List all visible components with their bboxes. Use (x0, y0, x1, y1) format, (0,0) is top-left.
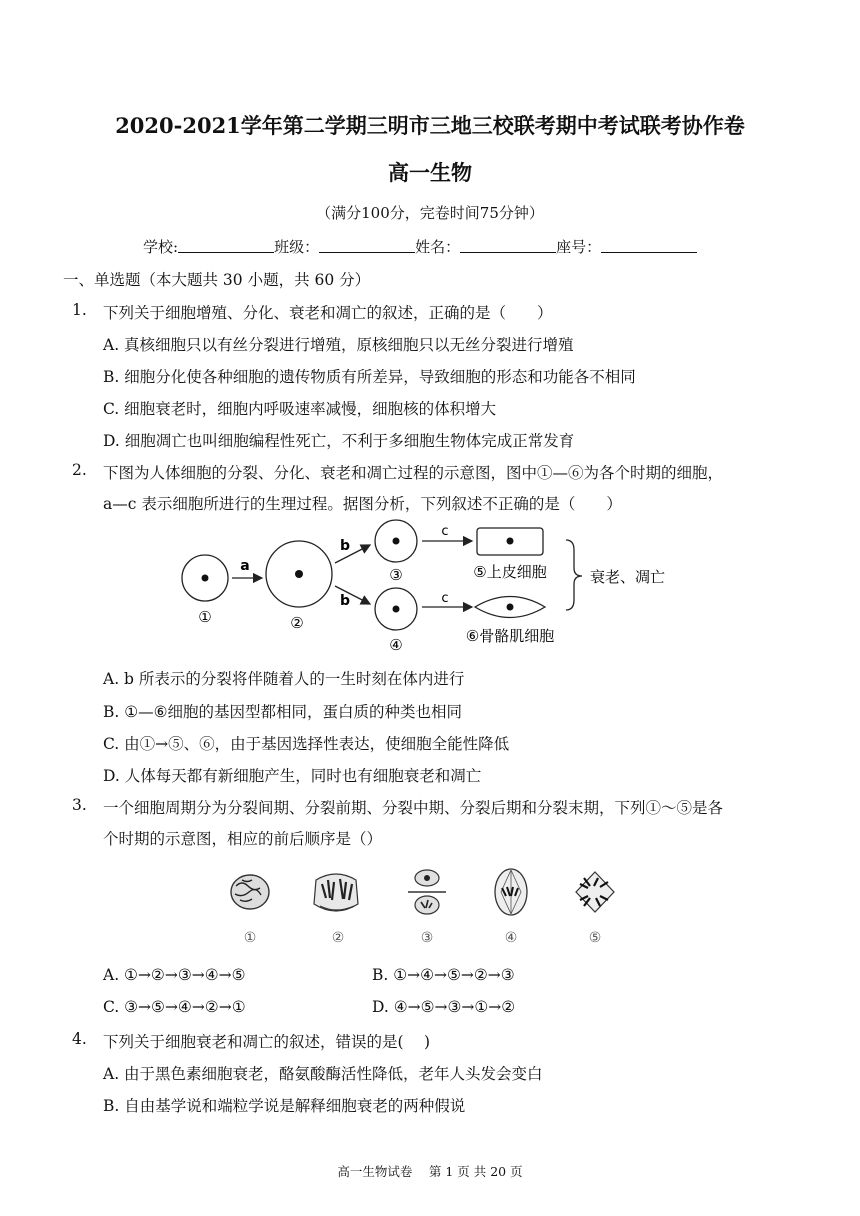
q1-option-d[interactable]: D. 细胞凋亡也叫细胞编程性死亡，不利于多细胞生物体完成正常发育 (103, 432, 575, 450)
q3-option-c[interactable]: C. ③→⑤→④→②→① (103, 998, 246, 1016)
cell-2-nucleus (295, 570, 303, 578)
cell-cycle-figure (222, 866, 622, 952)
q4-option-b[interactable]: B. 自由基学说和端粒学说是解释细胞衰老的两种假说 (103, 1097, 466, 1115)
name-blank[interactable] (460, 236, 556, 253)
q2-stem-line1: 下图为人体细胞的分裂、分化、衰老和凋亡过程的示意图，图中①—⑥为各个时期的细胞， (103, 464, 724, 482)
cell-6-label: ⑥骨骼肌细胞 (465, 627, 555, 645)
phase-2-label: ② (331, 930, 345, 946)
phase-5-label: ⑤ (588, 930, 602, 946)
q4-stem: 下列关于细胞衰老和凋亡的叙述，错误的是( ) (103, 1033, 431, 1051)
q1-stem: 下列关于细胞增殖、分化、衰老和凋亡的叙述，正确的是（ ） (103, 304, 553, 322)
label-c-upper: c (441, 524, 449, 539)
q3-option-a[interactable]: A. ①→②→③→④→⑤ (103, 966, 246, 984)
seat-label: 座号： (556, 238, 602, 256)
exam-subtitle: （满分100分，完卷时间75分钟） (316, 204, 544, 222)
cell-5-nucleus (507, 538, 514, 545)
label-a: a (240, 558, 250, 574)
q3-stem-line2: 个时期的示意图，相应的前后顺序是（） (103, 830, 383, 848)
q1-option-c[interactable]: C. 细胞衰老时，细胞内呼吸速率减慢，细胞核的体积增大 (103, 400, 497, 418)
cell-4-nucleus (393, 606, 400, 613)
phase-4-label: ④ (504, 930, 518, 946)
class-blank[interactable] (319, 236, 415, 253)
label-b-lower: b (339, 593, 351, 609)
bracket-label: 衰老、凋亡 (590, 568, 666, 586)
exam-title: 2020-2021学年第二学期三明市三地三校联考期中考试联考协作卷 (115, 113, 745, 138)
subject-title: 高一生物 (388, 160, 472, 185)
seat-blank[interactable] (601, 236, 697, 253)
q2-option-d[interactable]: D. 人体每天都有新细胞产生，同时也有细胞衰老和凋亡 (103, 767, 482, 785)
q4-option-a[interactable]: A. 由于黑色素细胞衰老，酪氨酸酶活性降低，老年人头发会变白 (103, 1065, 543, 1083)
label-b-upper: b (339, 538, 351, 554)
q2-stem-line2: a—c 表示细胞所进行的生理过程。据图分析，下列叙述不正确的是（ ） (103, 495, 622, 513)
q1-option-b[interactable]: B. 细胞分化使各种细胞的遗传物质有所差异，导致细胞的形态和功能各不相同 (103, 368, 636, 386)
school-label: 学校: (143, 238, 179, 256)
school-blank[interactable] (178, 236, 274, 253)
cell-6-nucleus (507, 604, 514, 611)
cell-5-label: ⑤上皮细胞 (473, 563, 547, 581)
q3-number: 3. (72, 796, 87, 814)
cell-3-label: ③ (389, 566, 403, 584)
section-heading: 一、单选题（本大题共 30 小题，共 60 分） (63, 271, 371, 289)
q3-option-d[interactable]: D. ④→⑤→③→①→② (372, 998, 516, 1016)
cell-2-label: ② (290, 614, 304, 632)
q1-number: 1. (72, 301, 87, 319)
phase-1-label: ① (243, 930, 257, 946)
phase-3-cell-image (408, 870, 446, 914)
cell-1-nucleus (202, 575, 209, 582)
page-footer: 高一生物试卷 第 1 页 共 20 页 (337, 1164, 523, 1179)
phase-5-cell-image (576, 872, 614, 912)
name-label: 姓名： (415, 238, 461, 256)
phase-1-cell-image (231, 875, 269, 909)
class-label: 班级： (274, 238, 320, 256)
cell-3-nucleus (393, 538, 400, 545)
label-c-lower: c (441, 591, 449, 606)
q4-number: 4. (72, 1030, 87, 1048)
q2-option-a[interactable]: A. b 所表示的分裂将伴随着人的一生时刻在体内进行 (103, 670, 465, 688)
phase-3-label: ③ (420, 930, 434, 946)
phase-4-cell-image (495, 869, 527, 915)
q1-option-a[interactable]: A. 真核细胞只以有丝分裂进行增殖，原核细胞只以无丝分裂进行增殖 (103, 336, 574, 354)
q2-option-c[interactable]: C. 由①→⑤、⑥，由于基因选择性表达，使细胞全能性降低 (103, 735, 510, 753)
cell-4-label: ④ (389, 636, 403, 654)
student-info-row (143, 236, 697, 257)
q2-number: 2. (72, 461, 87, 479)
cell-process-diagram (170, 518, 690, 658)
q3-stem-line1: 一个细胞周期分为分裂间期、分裂前期、分裂中期、分裂后期和分裂末期，下列①～⑤是各 (103, 799, 724, 817)
phase-2-cell-image (314, 874, 358, 911)
q2-option-b[interactable]: B. ①—⑥细胞的基因型都相同，蛋白质的种类也相同 (103, 703, 463, 721)
q3-option-b[interactable]: B. ①→④→⑤→②→③ (372, 966, 515, 984)
cell-1-label: ① (198, 608, 212, 626)
bracket (566, 540, 582, 610)
